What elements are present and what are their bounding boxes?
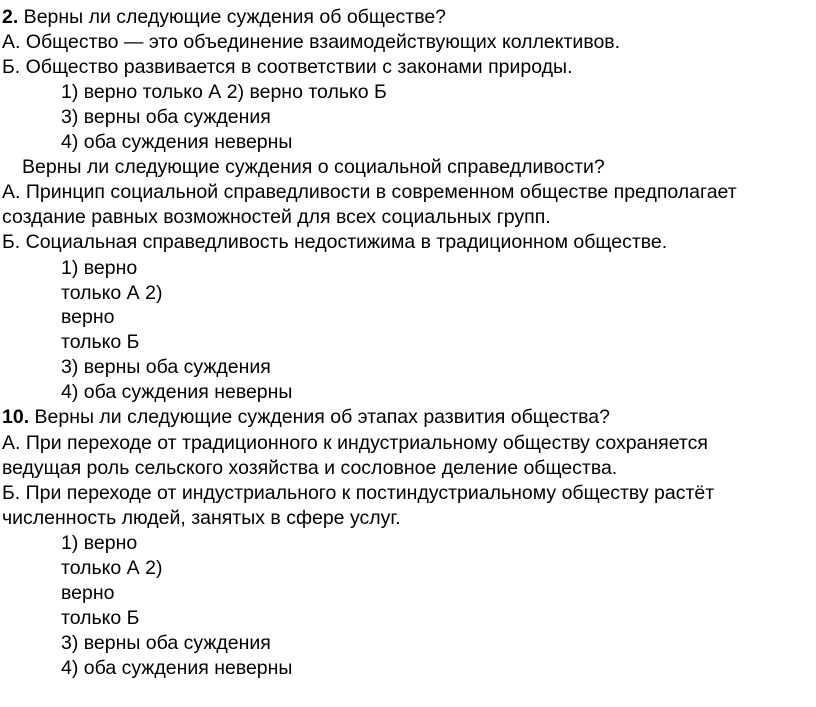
question-2-statement-b: Б. Общество развивается в соответствии с законами природы.: [2, 56, 573, 78]
question-10-number: 10.: [2, 406, 30, 428]
question-10-option-line-1: 1) верно: [61, 532, 138, 554]
question-justice-option-line-4: только Б: [61, 331, 140, 353]
question-justice-statement-a-line-1: А. Принцип социальной справедливости в современном обществе предполагает: [2, 181, 737, 203]
question-10-option-line-4: только Б: [61, 607, 140, 629]
question-10-heading: [2, 405, 610, 429]
question-2-heading: [2, 5, 446, 29]
question-10-option-line-6: 4) оба суждения неверны: [61, 657, 293, 679]
question-10-statement-b-line-2: численность людей, занятых в сфере услуг.: [2, 507, 401, 529]
question-2-option-3: 3) верны оба суждения: [61, 106, 271, 128]
question-10-option-line-3: верно: [61, 582, 115, 604]
question-justice-option-line-1: 1) верно: [61, 257, 138, 279]
question-2-option-1-2: 1) верно только А 2) верно только Б: [61, 81, 387, 103]
question-justice-option-line-3: верно: [61, 306, 115, 328]
question-2-number: 2.: [2, 6, 19, 28]
question-10-text: Верны ли следующие суждения об этапах развития общества?: [29, 406, 610, 428]
question-10-option-line-5: 3) верны оба суждения: [61, 632, 271, 654]
question-justice-option-line-5: 3) верны оба суждения: [61, 356, 271, 378]
question-10-statement-a-line-2: ведущая роль сельского хозяйства и сословное деление общества.: [2, 457, 618, 479]
question-10-statement-b-line-1: Б. При переходе от индустриального к постиндустриальному обществу растёт: [2, 482, 715, 504]
question-justice-heading: Верны ли следующие суждения о социальной справедливости?: [22, 156, 605, 178]
question-2-statement-a: А. Общество — это объединение взаимодействующих коллективов.: [2, 31, 621, 53]
question-10-statement-a-line-1: А. При переходе от традиционного к индустриальному обществу сохраняется: [2, 432, 708, 454]
question-justice-statement-b: Б. Социальная справедливость недостижима в традиционном обществе.: [2, 231, 668, 253]
question-2-option-4: 4) оба суждения неверны: [61, 131, 293, 153]
question-10-option-line-2: только А 2): [61, 557, 163, 579]
question-justice-option-line-2: только А 2): [61, 282, 163, 304]
question-2-text: Верны ли следующие суждения об обществе?: [18, 6, 447, 28]
question-justice-statement-a-line-2: создание равных возможностей для всех социальных групп.: [2, 206, 551, 228]
question-justice-option-line-6: 4) оба суждения неверны: [61, 381, 293, 403]
